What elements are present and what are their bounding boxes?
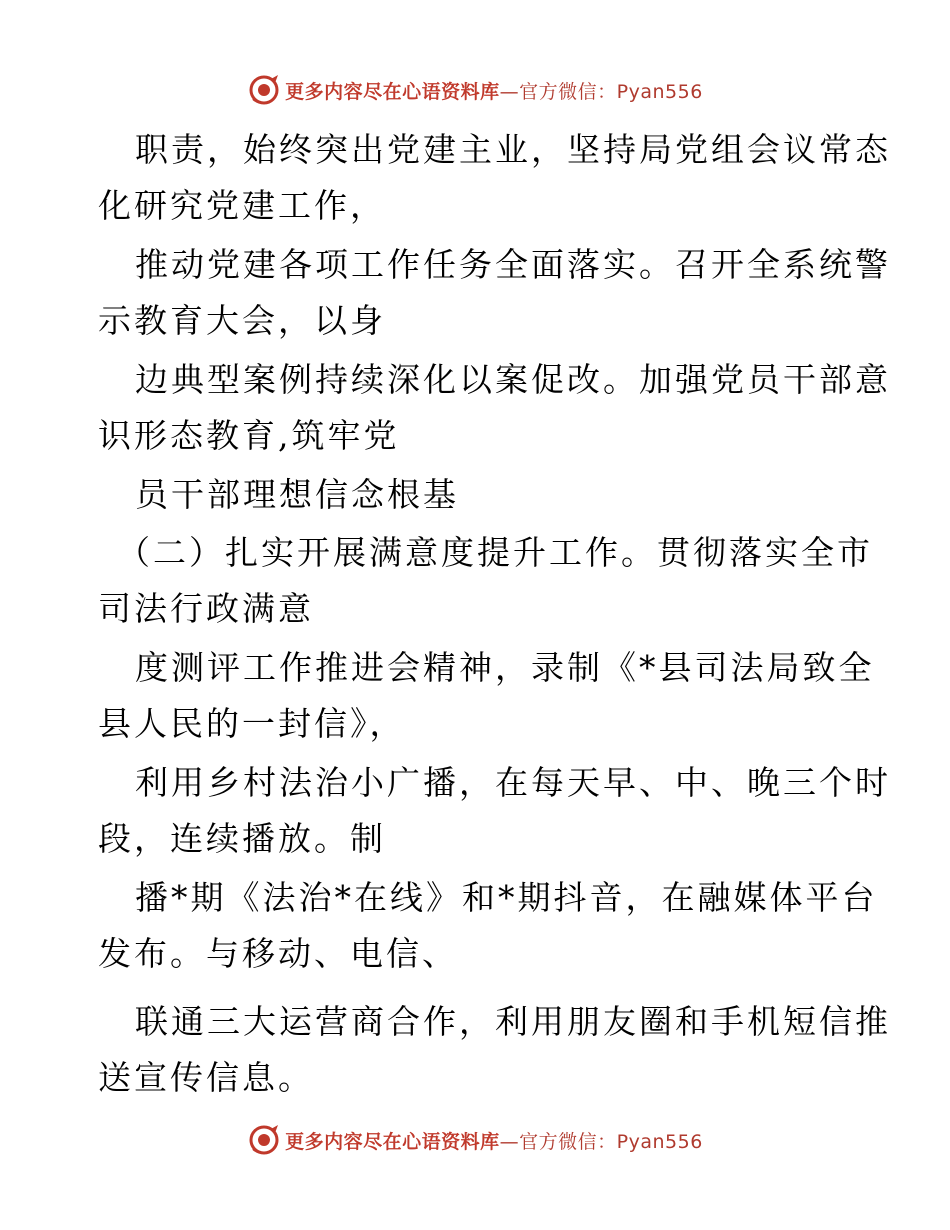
paragraph-1-line-1: 职责，始终突出党建主业，坚持局党组会议常态 <box>135 130 891 169</box>
paragraph-6-line-2: 县人民的一封信》， <box>98 704 406 743</box>
paragraph-4-line-1: 员干部理想信念根基 <box>135 475 459 514</box>
watermark-sub: —官方微信：Pyan556 <box>499 1130 703 1153</box>
watermark-main: 更多内容尽在心语资料库 <box>285 80 500 103</box>
paragraph-3-line-2: 识形态教育,筑牢党 <box>98 416 400 455</box>
paragraph-6-line-1: 度测评工作推进会精神，录制《*县司法局致全 <box>135 648 875 687</box>
watermark-main: 更多内容尽在心语资料库 <box>285 1130 500 1153</box>
paragraph-9-line-1: 联通三大运营商合作，利用朋友圈和手机短信推 <box>135 1002 891 1041</box>
paragraph-2-line-1: 推动党建各项工作任务全面落实。召开全系统警 <box>135 245 891 284</box>
paragraph-7-line-2: 段，连续播放。制 <box>98 819 386 858</box>
paragraph-5-line-1: （二）扎实开展满意度提升工作。贯彻落实全市 <box>117 533 873 572</box>
brand-logo-icon <box>247 1123 281 1157</box>
paragraph-1-line-2: 化研究党建工作， <box>98 186 386 225</box>
paragraph-7-line-1: 利用乡村法治小广播，在每天早、中、晚三个时 <box>135 763 891 802</box>
watermark-sub: —官方微信：Pyan556 <box>499 80 703 103</box>
paragraph-8-line-2: 发布。与移动、电信、 <box>98 934 458 973</box>
paragraph-8-line-1: 播*期《法治*在线》和*期抖音，在融媒体平台 <box>135 878 878 917</box>
footer-watermark <box>0 1120 950 1160</box>
paragraph-9-line-2: 送宣传信息。 <box>98 1058 314 1097</box>
paragraph-5-line-2: 司法行政满意 <box>98 589 314 628</box>
paragraph-3-line-1: 边典型案例持续深化以案促改。加强党员干部意 <box>135 360 891 399</box>
paragraph-2-line-2: 示教育大会，以身 <box>98 301 386 340</box>
watermark-text <box>285 1127 703 1154</box>
